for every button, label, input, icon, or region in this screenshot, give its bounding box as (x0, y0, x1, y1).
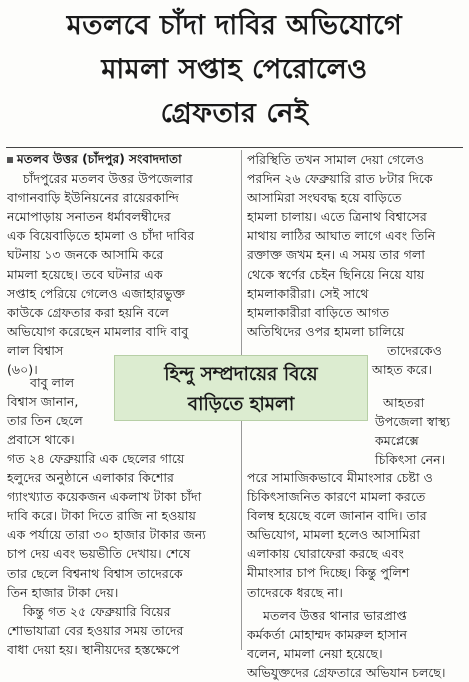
body-line: এলাকায় ঘোরাফেরা করছে এবং (247, 546, 404, 562)
body-line: বাধা দেয়া হয়। স্থানীয়দের হস্তক্ষেপে (7, 641, 180, 657)
body-line: বাবু লাল (30, 375, 75, 390)
body-line: বলেন, মামলা নেয়া হয়েছে। (247, 645, 383, 661)
headline (0, 4, 469, 136)
headline-line-1: মতলবে চাঁদা দাবির অভিযোগে (66, 10, 403, 41)
body-line: তাদেরকেও (387, 342, 442, 358)
body-line: শোভাযাত্রা বের হওয়ার সময় তাদের (7, 622, 184, 638)
body-line: চিকিৎসা নেন। (375, 452, 446, 468)
body-line: মাথায় লাঠির আঘাত লাগে এবং তিনি (247, 228, 436, 244)
body-line: বিলম্ব হয়েছে বলে জানান বাদি। তার (247, 508, 427, 524)
column-2-bottom (247, 468, 462, 682)
body-line: তাদেরকে ধরছে না। (247, 584, 343, 600)
body-line: নমোপাড়ায় সনাতন ধর্মাবলম্বীদের (7, 209, 171, 225)
body-line: হামলাকারীরা বাড়িতে আগত (247, 304, 390, 320)
col2-side-text (375, 393, 450, 469)
body-line: বাগানবাড়ি ইউনিয়নের রায়েরকান্দি (7, 190, 179, 206)
body-line: অভিযুক্তদের গ্রেফতারে অভিযান চলছে। (247, 664, 446, 680)
body-line: তিন হাজার টাকা দেয়। (7, 584, 119, 600)
body-line: লাল বিশ্বাস (7, 342, 64, 358)
body-line: চাপ দেয় এবং ভয়ভীতি দেখায়। শেষে (7, 546, 191, 562)
bullet-square-icon (7, 157, 13, 163)
headline-line-3: গ্রেফতার নেই (160, 98, 309, 129)
body-line: প্রবাসে থাকে। (7, 432, 75, 448)
body-line: অতিথিদের ওপর হামলা চালিয়ে (247, 323, 405, 339)
column-2 (247, 150, 462, 379)
body-line: (৬০)। (7, 362, 38, 378)
body-line: কমপ্লেক্সে (375, 433, 419, 449)
body-line: গত ২৪ ফেব্রুয়ারি এক ছেলের গায়ে (7, 451, 185, 466)
body-line: তার ছেলে বিশ্বনাথ বিশ্বাস তাদেরকে (7, 565, 183, 581)
body-line: কাউকে গ্রেফতার করা হয়নি বলে (7, 304, 169, 320)
body-line: আসামিরা সংঘবদ্ধ হয়ে বাড়িতে (247, 190, 402, 206)
body-line: পরদিন ২৬ ফেব্রুয়ারি রাত ৮টার দিকে (247, 171, 433, 187)
body-line: তার তিন ছেলে (7, 413, 83, 429)
body-line: উপজেলা স্বাস্থ্য (375, 414, 451, 430)
body-line: আহত করে। (371, 362, 432, 378)
body-line: আহতরা (383, 395, 425, 410)
body-line: রক্তাক্ত জখম হন। এ সময় তার গলা (247, 247, 425, 263)
body-line: এক পর্যায়ে তারা ৩০ হাজার টাকার জন্য (7, 527, 206, 543)
column-1 (7, 150, 237, 379)
pull-quote-callout (114, 355, 368, 421)
body-line: হলুদের অনুষ্ঠানে এলাকার কিশোর (7, 470, 174, 486)
body-line: চিকিৎসাজনিত কারণে মামলা করতে (247, 489, 426, 505)
body-line: বিশ্বাস জানান, (7, 394, 79, 410)
body-line: মীমাংসার চাপ দিচ্ছে। কিন্তু পুলিশ (247, 565, 410, 581)
body-line: থেকে স্বর্ণের চেইন ছিনিয়ে নিয়ে যায় (247, 266, 425, 282)
byline-text: মতলব উত্তর (চাঁদপুর) সংবাদদাতা (17, 152, 182, 166)
body-line: মামলা হয়েছে। তবে ঘটনার এক (7, 266, 163, 282)
column-1-bottom (7, 449, 237, 659)
body-line: হামলা চালায়। এতে ত্রিনাথ বিশ্বাসের (247, 209, 427, 225)
body-line: অভিযোগ, মামলা হলেও আসামিরা (247, 527, 420, 543)
body-line: কর্মকর্তা মোহাম্মদ কামরুল হাসান (247, 626, 407, 642)
body-line: গ্যাংখ্যাত কয়েকজন একলাখ টাকা চাঁদা (7, 489, 202, 505)
body-line: দাবি করে। টাকা দিতে রাজি না হওয়ায় (7, 508, 196, 524)
col1-side-text (7, 373, 83, 449)
body-line: মতলব উত্তর থানার ভারপ্রাপ্ত (263, 607, 407, 623)
body-line: ঘটনায় ১৩ জনকে আসামি করে (7, 247, 164, 263)
byline (7, 150, 237, 169)
body-line: হামলাকারীরা। সেই সাথে (247, 285, 369, 301)
body-line: এক বিয়েবাড়িতে হামলা ও চাঁদা দাবির (7, 228, 195, 244)
callout-line-1: হিন্দু সম্প্রদায়ের বিয়ে (164, 364, 318, 385)
body-line: পরিস্থিতি তখন সামাল দেয়া গেলেও (247, 152, 425, 167)
body-line: সপ্তাহ পেরিয়ে গেলেও এজাহারভুক্ত (7, 285, 186, 301)
headline-line-2: মামলা সপ্তাহ পেরোলেও (101, 54, 368, 85)
body-line: কিন্তু গত ২৫ ফেব্রুয়ারি বিয়ের (23, 603, 171, 619)
body-line: পরে সামাজিকভাবে মীমাংসার চেষ্টা ও (247, 470, 433, 485)
body-line: চাঁদপুরের মতলব উত্তর উপজেলার (23, 171, 193, 187)
headline-rule (6, 147, 463, 148)
body-line: অভিযোগ করেছেন মামলার বাদি বাবু (7, 323, 189, 339)
callout-line-2: বাড়িতে হামলা (187, 394, 295, 415)
